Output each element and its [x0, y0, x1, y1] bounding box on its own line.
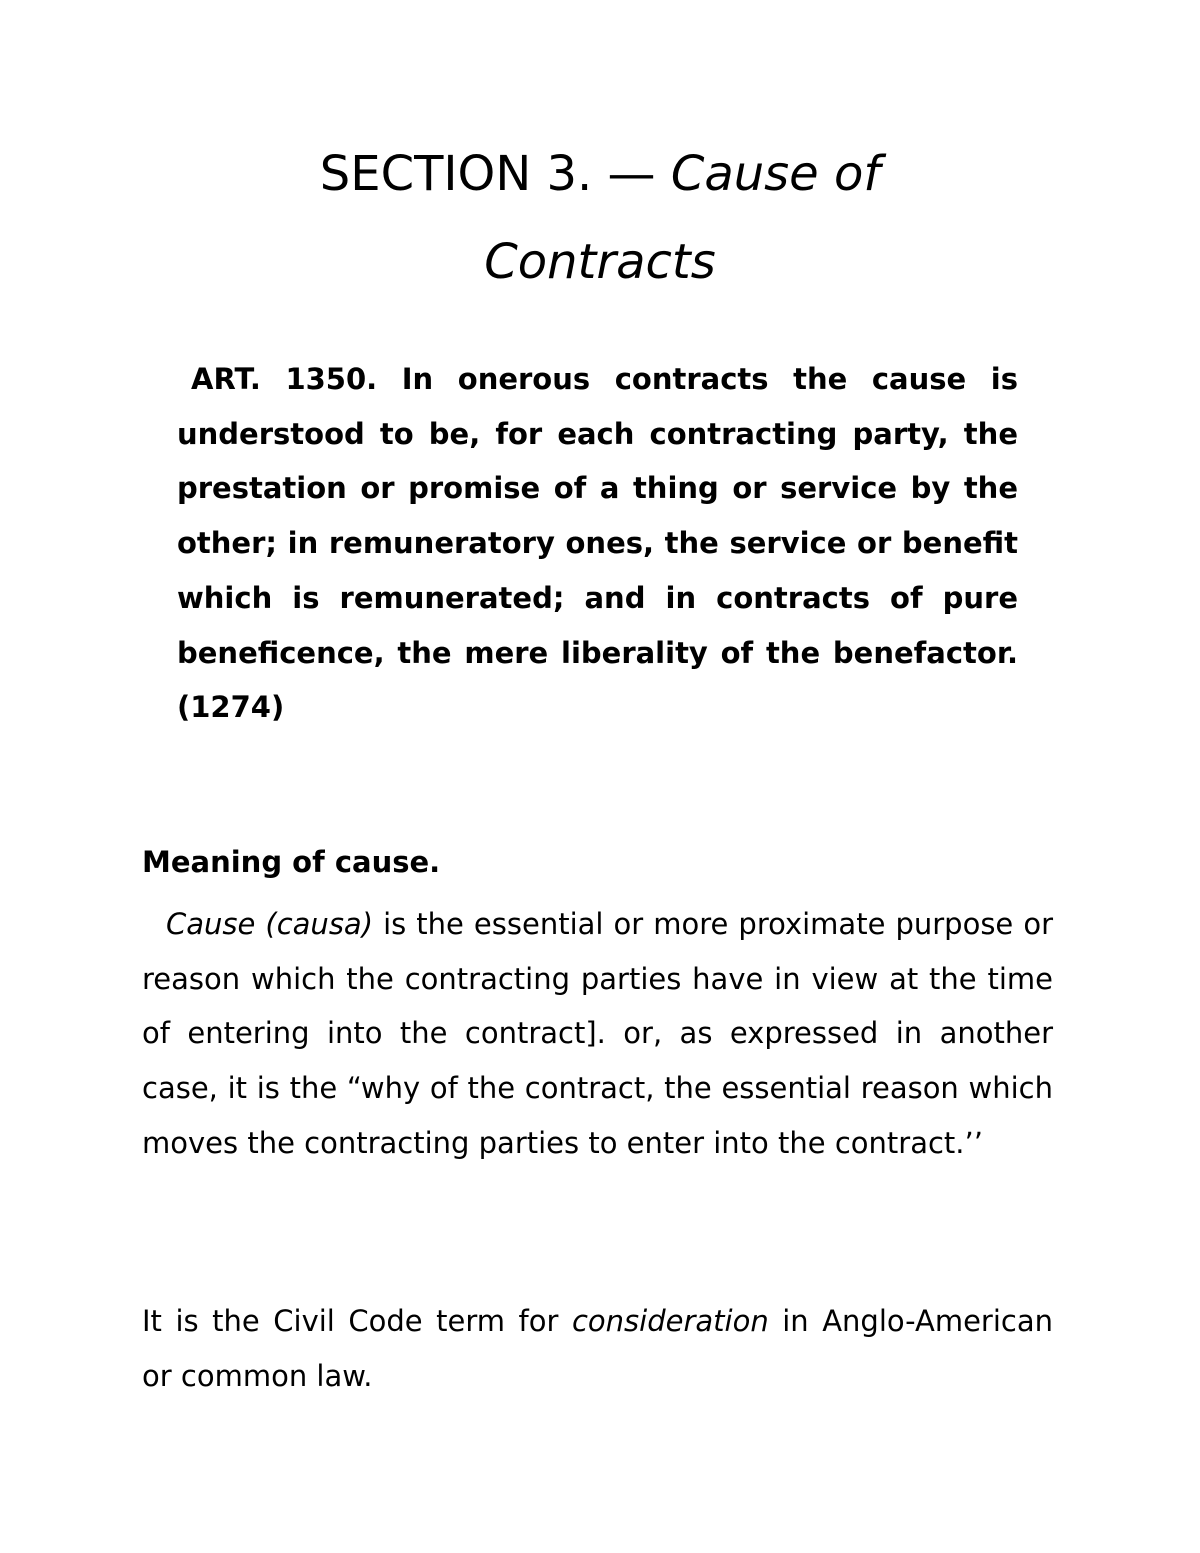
consideration-term: consideration	[571, 1304, 769, 1338]
meaning-paragraph-1-body: is the essential or more proximate purpose or reason which the contracting parties have in view at the time of entering into the contract]. or, as expressed in another case, it is the “why of the contract, the essential reason which moves the contracting parties to enter into the contract.’’	[142, 907, 1053, 1160]
meaning-paragraph-1	[142, 897, 1053, 1171]
cause-term: Cause (causa)	[166, 907, 374, 941]
meaning-paragraph-2	[142, 1294, 1053, 1403]
section-title-subject: Cause of	[670, 146, 881, 202]
meaning-heading: Meaning of cause.	[142, 845, 441, 879]
article-1350-text: ART. 1350. In onerous contracts the cause is understood to be, for each contracting party, the prestation or promise of a thing or service by the other; in remuneratory ones, the service or benefit which is remunerated; and in contracts of pure beneficence, the mere liberality of the benefactor. (1274)	[177, 362, 1018, 725]
meaning-paragraph-2-start: It is the Civil Code term for	[142, 1304, 572, 1338]
meaning-paragraph-2-end: in Anglo-American or common law.	[142, 1304, 1053, 1393]
section-title-subject-cont: Contracts	[484, 234, 716, 290]
section-title-label: SECTION 3. —	[319, 146, 671, 202]
section-title	[0, 130, 1200, 306]
